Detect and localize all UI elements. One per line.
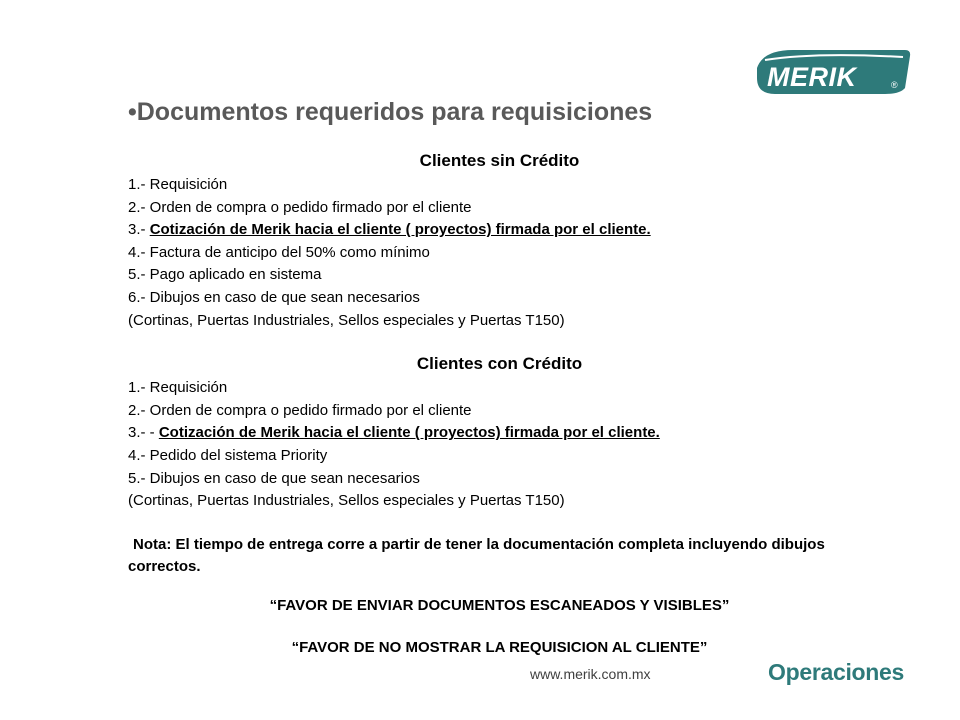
- list-item: 4.- Factura de anticipo del 50% como mínimo: [128, 243, 430, 261]
- list-item: (Cortinas, Puertas Industriales, Sellos especiales y Puertas T150): [128, 311, 565, 329]
- notice-scanned-documents: “FAVOR DE ENVIAR DOCUMENTOS ESCANEADOS Y VISIBLES”: [269, 596, 730, 614]
- merik-logo-graphic: [755, 48, 911, 96]
- list-item: (Cortinas, Puertas Industriales, Sellos especiales y Puertas T150): [128, 492, 565, 510]
- list-con-credito: [128, 377, 878, 513]
- list-item-cotizacion: [128, 219, 878, 242]
- list-item: 1.- Requisición: [128, 176, 228, 193]
- list-sin-credito: [128, 174, 878, 332]
- item-emphasis: Cotización de Merik hacia el cliente ( proyectos) firmada por el cliente.: [149, 221, 651, 239]
- list-item: 6.- Dibujos en caso de que sean necesarios: [128, 288, 420, 306]
- note-text: Nota: El tiempo de entrega corre a partir de tener la documentación completa incluyendo dibujos correctos.: [128, 535, 825, 575]
- item-prefix: 3.- -: [128, 424, 159, 442]
- list-item: 2.- Orden de compra o pedido firmado por el cliente: [128, 198, 472, 216]
- list-item: 2.- Orden de compra o pedido firmado por el cliente: [128, 401, 472, 419]
- list-item: 4.- Pedido del sistema Priority: [128, 446, 328, 464]
- item-emphasis: Cotización de Merik hacia el cliente ( proyectos) firmada por el cliente.: [158, 424, 660, 442]
- list-item: 5.- Dibujos en caso de que sean necesarios: [128, 469, 420, 487]
- merik-logo: [755, 48, 911, 96]
- website-url: www.merik.com.mx: [530, 666, 651, 682]
- requirements-document: [128, 148, 878, 659]
- list-item: 1.- Requisición: [128, 379, 228, 397]
- logo-text: MERIK: [767, 62, 857, 92]
- page-title: •Documentos requeridos para requisiciones: [128, 98, 653, 126]
- item-prefix: 3.-: [128, 221, 150, 239]
- footer-operaciones: Operaciones: [768, 659, 905, 685]
- section-heading-con-credito: Clientes con Crédito: [416, 354, 583, 374]
- list-item: 5.- Pago aplicado en sistema: [128, 266, 322, 284]
- registered-mark: ®: [891, 80, 898, 90]
- section-heading-sin-credito: Clientes sin Crédito: [419, 151, 580, 170]
- notice-do-not-show: “FAVOR DE NO MOSTRAR LA REQUISICION AL CLIENTE”: [291, 638, 708, 656]
- delivery-note: [128, 534, 878, 578]
- list-item-cotizacion: [128, 422, 878, 445]
